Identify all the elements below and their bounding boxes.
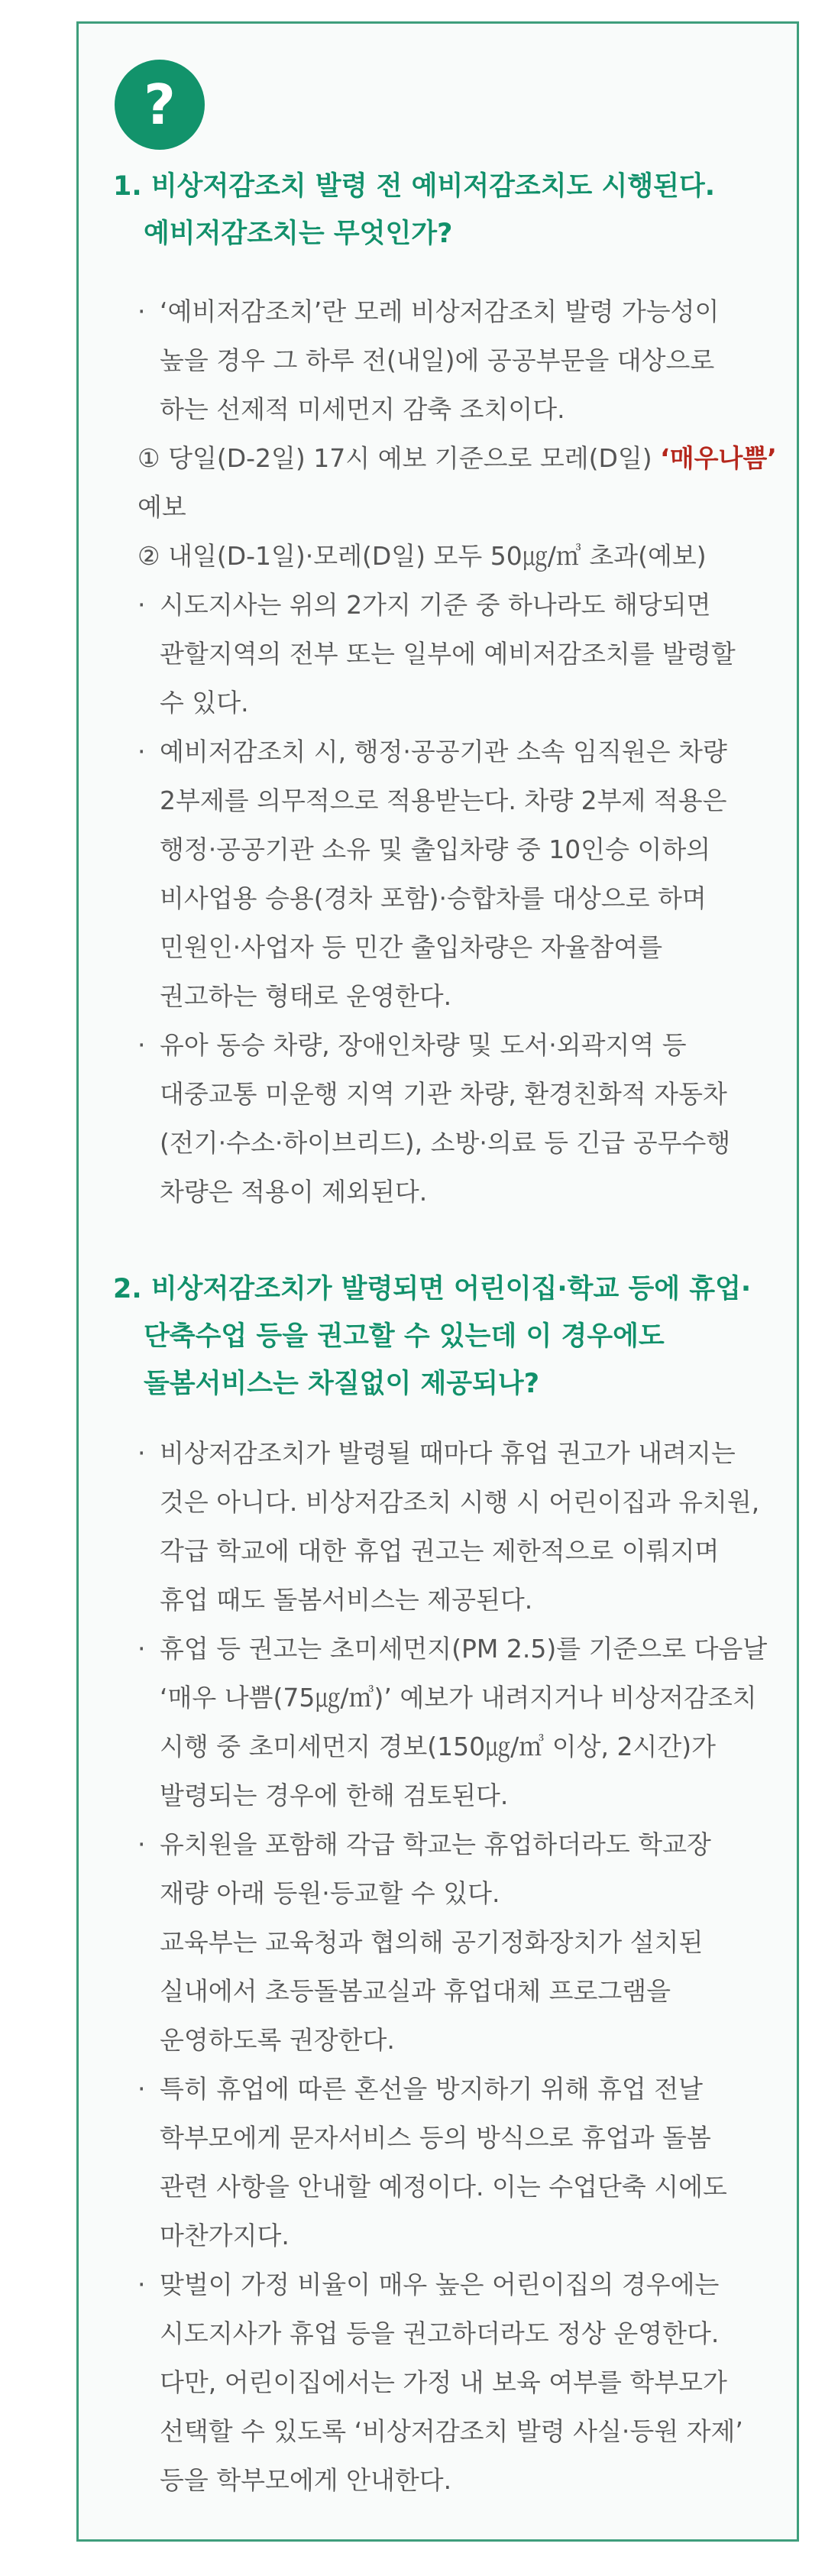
q2-heading: 2. 비상저감조치가 발령되면 어린이집·학교 등에 휴업· 단축수업 등을 권고할 수 있는데 이 경우에도 돌봄서비스는 차질없이 제공되나? bbox=[113, 1274, 752, 1399]
q2-bullet-4: · 특히 휴업에 따른 혼선을 방지하기 위해 휴업 전날 학부모에게 문자서비스 등의 방식으로 휴업과 돌봄 관련 사항을 안내할 예정이다. 이는 수업단축 시에도 마찬가지다. bbox=[138, 2074, 727, 2250]
q1-criterion-1-cont: 예보 bbox=[138, 492, 186, 522]
q1-heading: 1. 비상저감조치 발령 전 예비저감조치도 시행된다. 예비저감조치는 무엇인가? bbox=[113, 171, 716, 249]
q2-bullet-5: · 맞벌이 가정 비율이 매우 높은 어린이집의 경우에는 시도지사가 휴업 등을 권고하더라도 정상 운영한다. 다만, 어린이집에서는 가정 내 보육 여부를 학부모가 선택할 수 있도록 ‘비상저감조치 발령 사실·등원 자제’ 등을 학부모에게 안내한다. bbox=[138, 2270, 743, 2495]
q1-bullet-2: · 시도지사는 위의 2가지 기준 중 하나라도 해당되면 관할지역의 전부 또는 일부에 예비저감조치를 발령할 수 있다. bbox=[138, 590, 736, 718]
q1-bullet-4: · 유아 동승 차량, 장애인차량 및 도서·외곽지역 등 대중교통 미운행 지역 기관 차량, 환경친화적 자동차 (전기·수소·하이브리드), 소방·의료 등 긴급 공무수행 차량은 적용이 제외된다. bbox=[138, 1030, 731, 1207]
q1-bullet-1: · ‘예비저감조치’란 모레 비상저감조치 발령 가능성이 높을 경우 그 하루 전(내일)에 공공부문을 대상으로 하는 선제적 미세먼지 감축 조치이다. bbox=[138, 296, 720, 424]
highlight-very-bad: ‘매우나쁨’ bbox=[660, 443, 777, 473]
q1-criterion-2: ② 내일(D-1일)·모레(D일) 모두 50㎍/㎥ 초과(예보) bbox=[138, 541, 707, 571]
q2-bullet-2: · 휴업 등 권고는 초미세먼지(PM 2.5)를 기준으로 다음날 ‘매우 나쁨(75㎍/㎥)’ 예보가 내려지거나 비상저감조치 시행 중 초미세먼지 경보(150㎍/㎥ 이상, 2시간)가 발령되는 경우에 한해 검토된다. bbox=[138, 1634, 768, 1810]
question-icon: ? bbox=[115, 60, 205, 150]
q1-criterion-1: ① 당일(D-2일) 17시 예보 기준으로 모레(D일) ‘매우나쁨’ bbox=[138, 443, 777, 473]
q2-bullet-1: · 비상저감조치가 발령될 때마다 휴업 권고가 내려지는 것은 아니다. 비상저감조치 시행 시 어린이집과 유치원, 각급 학교에 대한 휴업 권고는 제한적으로 이뤄지며 휴업 때도 돌봄서비스는 제공된다. bbox=[138, 1438, 760, 1615]
q1-bullet-3: · 예비저감조치 시, 행정·공공기관 소속 임직원은 차량 2부제를 의무적으로 적용받는다. 차량 2부제 적용은 행정·공공기관 소유 및 출입차량 중 10인승 이하의 비사업용 승용(경차 포함)·승합차를 대상으로 하며 민원인·사업자 등 민간 출입차량은 자율참여를 권고하는 형태로 운영한다. bbox=[138, 737, 727, 1011]
q2-bullet-3: · 유치원을 포함해 각급 학교는 휴업하더라도 학교장 재량 아래 등원·등교할 수 있다. 교육부는 교육청과 협의해 공기정화장치가 설치된 실내에서 초등돌봄교실과 휴업대체 프로그램을 운영하도록 권장한다. bbox=[138, 1829, 711, 2055]
